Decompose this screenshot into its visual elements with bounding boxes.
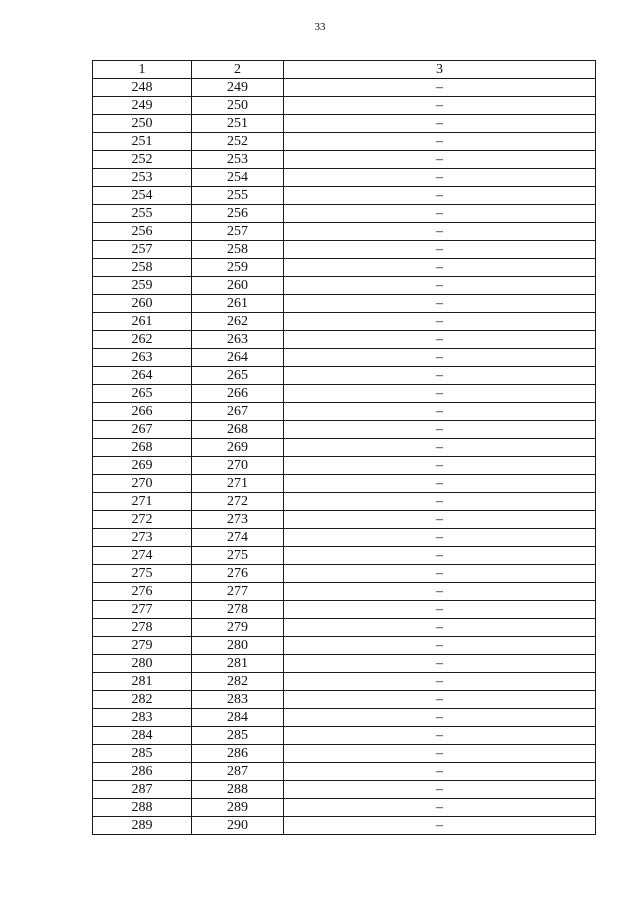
table-cell-col-1: 250: [93, 115, 192, 133]
table-row: [93, 295, 596, 313]
table-cell-col-3: –: [284, 115, 596, 133]
table-row: [93, 601, 596, 619]
data-table: [92, 60, 596, 835]
table-cell-col-3: –: [284, 691, 596, 709]
table-row: [93, 79, 596, 97]
column-header-2: 2: [192, 61, 284, 79]
column-header-1: 1: [93, 61, 192, 79]
table-row: [93, 97, 596, 115]
table-cell-col-2: 255: [192, 187, 284, 205]
table-cell-col-1: 276: [93, 583, 192, 601]
table-cell-col-1: 278: [93, 619, 192, 637]
table-cell-col-3: –: [284, 187, 596, 205]
table-cell-col-2: 279: [192, 619, 284, 637]
table-cell-col-2: 249: [192, 79, 284, 97]
table-cell-col-2: 287: [192, 763, 284, 781]
table-cell-col-1: 285: [93, 745, 192, 763]
table-row: [93, 583, 596, 601]
table-cell-col-2: 288: [192, 781, 284, 799]
table-cell-col-3: –: [284, 583, 596, 601]
table-cell-col-2: 263: [192, 331, 284, 349]
table-cell-col-3: –: [284, 709, 596, 727]
table-cell-col-2: 270: [192, 457, 284, 475]
table-cell-col-1: 272: [93, 511, 192, 529]
table-row: [93, 709, 596, 727]
table-cell-col-2: 267: [192, 403, 284, 421]
table-cell-col-1: 270: [93, 475, 192, 493]
table-cell-col-2: 257: [192, 223, 284, 241]
table-cell-col-1: 274: [93, 547, 192, 565]
table-cell-col-1: 269: [93, 457, 192, 475]
table-cell-col-3: –: [284, 349, 596, 367]
table-row: [93, 673, 596, 691]
table-cell-col-1: 273: [93, 529, 192, 547]
table-row: [93, 439, 596, 457]
table-cell-col-1: 261: [93, 313, 192, 331]
table-row: [93, 205, 596, 223]
table-cell-col-1: 287: [93, 781, 192, 799]
table-cell-col-2: 261: [192, 295, 284, 313]
table-cell-col-1: 248: [93, 79, 192, 97]
table-row: [93, 403, 596, 421]
table-cell-col-2: 258: [192, 241, 284, 259]
table-cell-col-1: 257: [93, 241, 192, 259]
table-cell-col-1: 251: [93, 133, 192, 151]
table-cell-col-2: 268: [192, 421, 284, 439]
table-cell-col-2: 273: [192, 511, 284, 529]
table-cell-col-1: 260: [93, 295, 192, 313]
table-cell-col-2: 276: [192, 565, 284, 583]
table-row: [93, 655, 596, 673]
table-cell-col-3: –: [284, 727, 596, 745]
table-cell-col-2: 251: [192, 115, 284, 133]
table-cell-col-2: 278: [192, 601, 284, 619]
table-cell-col-3: –: [284, 223, 596, 241]
table-cell-col-1: 281: [93, 673, 192, 691]
table-cell-col-2: 265: [192, 367, 284, 385]
table-cell-col-2: 285: [192, 727, 284, 745]
table-cell-col-3: –: [284, 817, 596, 835]
table-cell-col-3: –: [284, 169, 596, 187]
table-row: [93, 331, 596, 349]
table-cell-col-2: 277: [192, 583, 284, 601]
table-cell-col-3: –: [284, 493, 596, 511]
table-row: [93, 493, 596, 511]
table-cell-col-3: –: [284, 79, 596, 97]
table-cell-col-2: 264: [192, 349, 284, 367]
table-cell-col-1: 275: [93, 565, 192, 583]
table-cell-col-1: 262: [93, 331, 192, 349]
table-cell-col-3: –: [284, 205, 596, 223]
table-cell-col-3: –: [284, 475, 596, 493]
table-cell-col-3: –: [284, 403, 596, 421]
table-cell-col-1: 253: [93, 169, 192, 187]
table-cell-col-1: 256: [93, 223, 192, 241]
table-cell-col-1: 271: [93, 493, 192, 511]
table-row: [93, 637, 596, 655]
table-row: [93, 781, 596, 799]
table-cell-col-3: –: [284, 241, 596, 259]
table-cell-col-2: 274: [192, 529, 284, 547]
table-row: [93, 385, 596, 403]
table-cell-col-1: 288: [93, 799, 192, 817]
table-cell-col-2: 286: [192, 745, 284, 763]
table-row: [93, 457, 596, 475]
table-row: [93, 817, 596, 835]
table-row: [93, 529, 596, 547]
table-row: [93, 187, 596, 205]
table-cell-col-3: –: [284, 331, 596, 349]
table-cell-col-3: –: [284, 97, 596, 115]
table-cell-col-1: 277: [93, 601, 192, 619]
table-cell-col-2: 271: [192, 475, 284, 493]
table-cell-col-2: 290: [192, 817, 284, 835]
table-cell-col-3: –: [284, 457, 596, 475]
page-number: 33: [314, 21, 326, 33]
table-row: [93, 421, 596, 439]
table-cell-col-3: –: [284, 799, 596, 817]
table-row: [93, 547, 596, 565]
table-cell-col-2: 259: [192, 259, 284, 277]
table-row: [93, 241, 596, 259]
table-body: [93, 79, 596, 835]
table-cell-col-1: 268: [93, 439, 192, 457]
table-cell-col-1: 264: [93, 367, 192, 385]
table-cell-col-3: –: [284, 745, 596, 763]
table-cell-col-1: 252: [93, 151, 192, 169]
table-cell-col-3: –: [284, 619, 596, 637]
table-row: [93, 259, 596, 277]
table-row: [93, 349, 596, 367]
table-cell-col-1: 266: [93, 403, 192, 421]
table-cell-col-2: 284: [192, 709, 284, 727]
table-cell-col-1: 265: [93, 385, 192, 403]
table-cell-col-2: 256: [192, 205, 284, 223]
table-cell-col-3: –: [284, 295, 596, 313]
table-cell-col-3: –: [284, 151, 596, 169]
table-cell-col-3: –: [284, 133, 596, 151]
table-cell-col-2: 289: [192, 799, 284, 817]
table-cell-col-1: 282: [93, 691, 192, 709]
table-cell-col-2: 269: [192, 439, 284, 457]
table-row: [93, 115, 596, 133]
table-cell-col-2: 254: [192, 169, 284, 187]
table-row: [93, 745, 596, 763]
table-row: [93, 475, 596, 493]
table-cell-col-3: –: [284, 511, 596, 529]
table-cell-col-2: 280: [192, 637, 284, 655]
column-header-3: 3: [284, 61, 596, 79]
table-row: [93, 313, 596, 331]
table-cell-col-3: –: [284, 763, 596, 781]
table-row: [93, 691, 596, 709]
table-cell-col-1: 283: [93, 709, 192, 727]
table-row: [93, 367, 596, 385]
table-cell-col-3: –: [284, 259, 596, 277]
table-cell-col-3: –: [284, 655, 596, 673]
table-cell-col-3: –: [284, 637, 596, 655]
table-cell-col-1: 254: [93, 187, 192, 205]
table-cell-col-1: 263: [93, 349, 192, 367]
table-cell-col-3: –: [284, 673, 596, 691]
table-cell-col-1: 279: [93, 637, 192, 655]
table-row: [93, 763, 596, 781]
table-cell-col-3: –: [284, 439, 596, 457]
table-cell-col-1: 286: [93, 763, 192, 781]
table-cell-col-1: 267: [93, 421, 192, 439]
table-cell-col-2: 262: [192, 313, 284, 331]
table-cell-col-3: –: [284, 421, 596, 439]
table-cell-col-2: 283: [192, 691, 284, 709]
table-cell-col-1: 258: [93, 259, 192, 277]
table-row: [93, 799, 596, 817]
table-cell-col-1: 259: [93, 277, 192, 295]
table-cell-col-2: 260: [192, 277, 284, 295]
table-row: [93, 277, 596, 295]
table-row: [93, 169, 596, 187]
table-header-row: [93, 61, 596, 79]
table-cell-col-1: 280: [93, 655, 192, 673]
table-cell-col-2: 272: [192, 493, 284, 511]
table-cell-col-3: –: [284, 277, 596, 295]
table-row: [93, 565, 596, 583]
table-cell-col-2: 250: [192, 97, 284, 115]
table-cell-col-3: –: [284, 385, 596, 403]
table-row: [93, 133, 596, 151]
table-cell-col-3: –: [284, 565, 596, 583]
table-cell-col-3: –: [284, 601, 596, 619]
table-cell-col-1: 255: [93, 205, 192, 223]
table-cell-col-1: 289: [93, 817, 192, 835]
table-cell-col-2: 275: [192, 547, 284, 565]
table-cell-col-1: 249: [93, 97, 192, 115]
table-cell-col-3: –: [284, 547, 596, 565]
table-cell-col-3: –: [284, 529, 596, 547]
table-row: [93, 223, 596, 241]
table-cell-col-2: 282: [192, 673, 284, 691]
table-cell-col-2: 252: [192, 133, 284, 151]
table-row: [93, 151, 596, 169]
table-cell-col-1: 284: [93, 727, 192, 745]
table-cell-col-2: 281: [192, 655, 284, 673]
table-cell-col-3: –: [284, 781, 596, 799]
table-cell-col-3: –: [284, 367, 596, 385]
table-row: [93, 511, 596, 529]
table-cell-col-2: 266: [192, 385, 284, 403]
table-cell-col-3: –: [284, 313, 596, 331]
table-row: [93, 619, 596, 637]
table-cell-col-2: 253: [192, 151, 284, 169]
table-row: [93, 727, 596, 745]
